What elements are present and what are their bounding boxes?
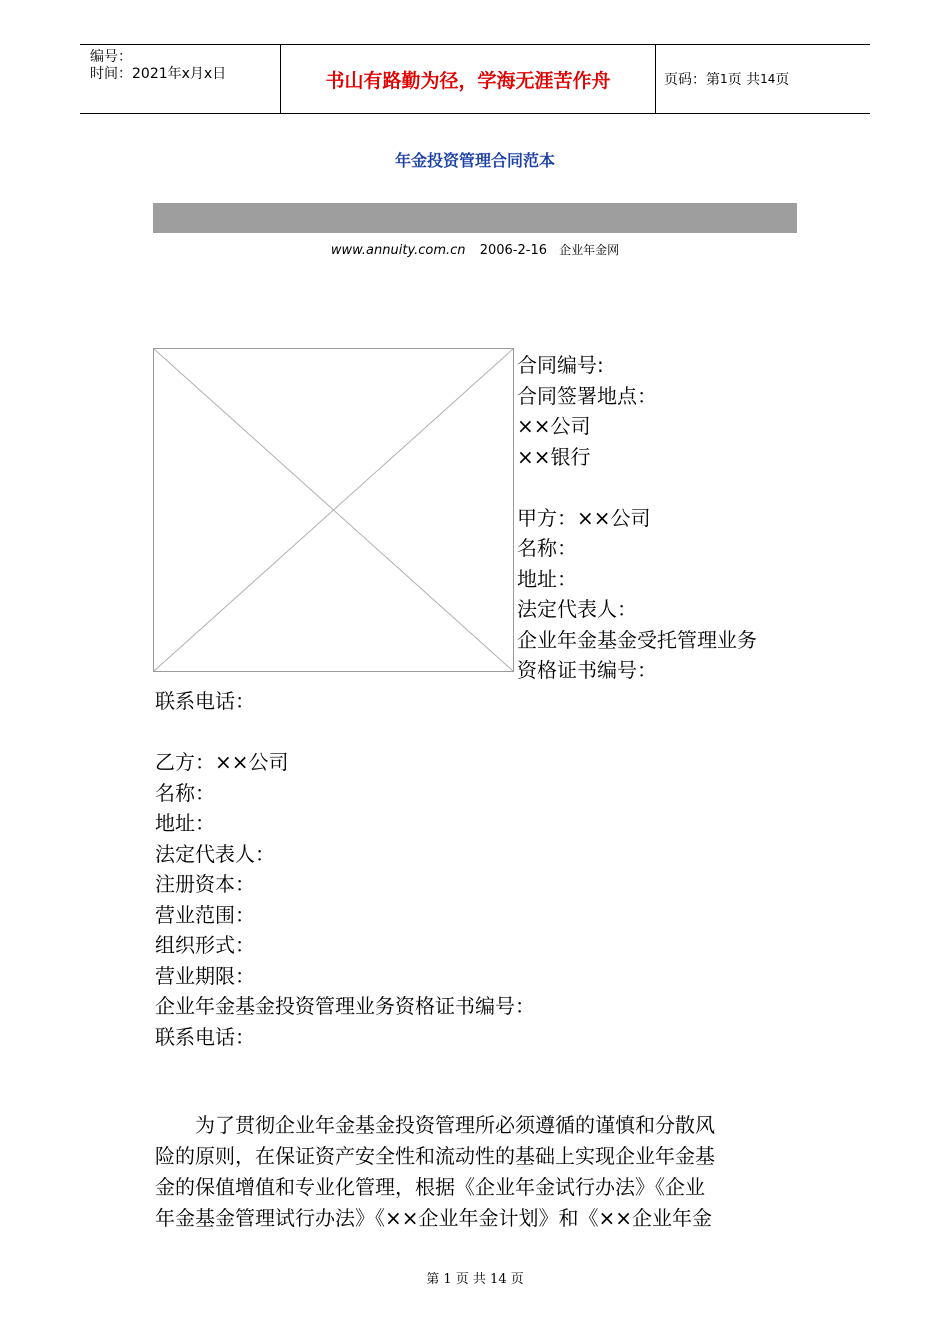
page-suffix: 页 [775,72,790,88]
contract-line: 企业年金基金受托管理业务 [517,627,757,652]
page-mid: 页 共 [727,72,761,88]
contract-line: 甲方：××公司 [517,505,651,530]
paragraph-line: 金的保值增值和专业化管理，根据《企业年金试行办法》《企业 [155,1175,705,1199]
contract-line: 营业期限： [155,963,255,988]
page-header [80,44,870,114]
document-title: 年金投资管理合同范本 [394,151,555,170]
document-time-label: 时间：2021年x月x日 [90,66,227,82]
contract-line: 资格证书编号： [517,658,657,682]
page-total: 14 [760,72,776,86]
contract-line: 名称： [517,536,577,560]
contract-line: 企业年金基金投资管理业务资格证书编号： [155,994,535,1018]
contract-line: 地址： [517,566,577,591]
source-date: 2006-2-16 [479,243,547,258]
contract-line: 营业范围： [155,902,255,927]
contract-parties-right [517,350,757,686]
page-footer: 第 1 页 共 14 页 [426,1272,524,1287]
contract-line: 乙方：××公司 [155,750,289,774]
source-line [0,241,950,258]
contract-line: 联系电话： [155,689,255,713]
contract-line: 合同签署地点： [517,383,657,408]
header-slogan: 书山有路勤为径，学海无涯苦作舟 [281,45,656,113]
contract-line: 组织形式： [155,933,255,957]
source-site: 企业年金网 [559,243,620,257]
page-current: 1 [720,72,728,86]
contract-line: 联系电话： [155,1024,255,1049]
source-url[interactable]: www.annuity.com.cn [330,243,466,258]
paragraph-line: 险的原则，在保证资产安全性和流动性的基础上实现企业年金基 [155,1144,715,1168]
contract-line: 注册资本： [155,872,255,896]
paragraph-line: 为了贯彻企业年金基金投资管理所必须遵循的谨慎和分散风 [195,1113,715,1137]
header-meta [80,45,281,113]
contract-line: 地址： [155,811,215,835]
contract-parties-left [155,686,535,1052]
contract-line: 法定代表人： [155,841,275,866]
image-placeholder-cross-icon [154,349,513,671]
contract-line: ××公司 [517,414,591,438]
decorative-banner-bar [153,203,797,233]
page-label: 页码：第 [664,72,720,88]
contract-line: ××银行 [517,444,591,469]
document-number-label: 编号： [90,49,132,65]
contract-preamble-paragraph [155,1110,800,1234]
contract-line [517,472,757,503]
broken-image-placeholder [153,348,514,672]
contract-line [155,717,535,748]
contract-line: 法定代表人： [517,597,637,621]
paragraph-line: 年金基金管理试行办法》《××企业年金计划》和《××企业年金 [155,1206,713,1230]
header-page-info [656,45,870,113]
contract-line: 名称： [155,780,215,805]
contract-line: 合同编号: [517,353,604,377]
